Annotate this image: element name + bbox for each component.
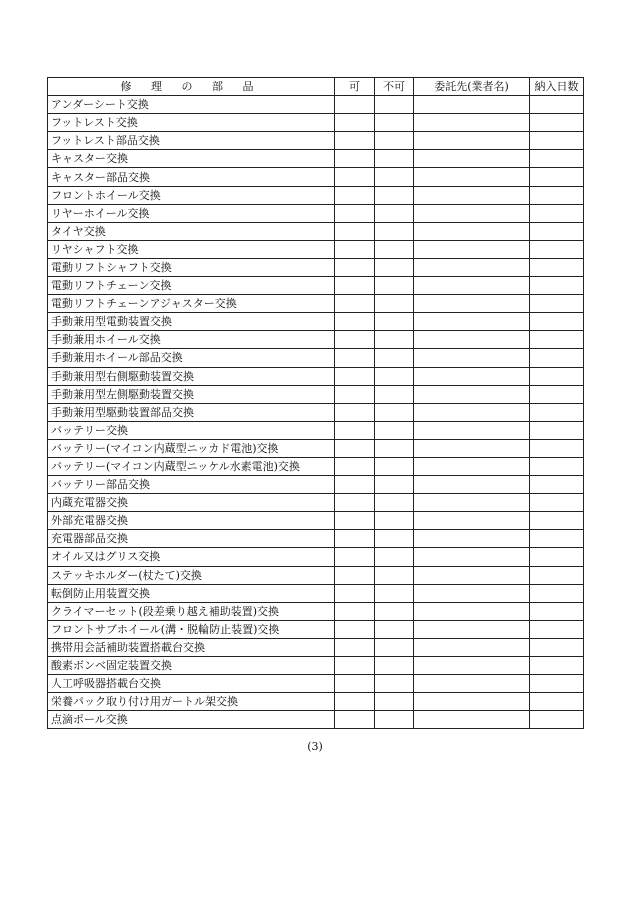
table-row [48, 457, 584, 475]
not-possible-cell[interactable] [375, 96, 414, 114]
part-name-cell: フットレスト交換 [48, 114, 335, 132]
possible-cell[interactable] [335, 584, 375, 602]
not-possible-cell[interactable] [375, 367, 414, 385]
delivery-days-cell[interactable] [530, 186, 584, 204]
possible-cell[interactable] [335, 186, 375, 204]
part-name-cell: バッテリー交換 [48, 421, 335, 439]
not-possible-cell[interactable] [375, 476, 414, 494]
not-possible-cell[interactable] [375, 295, 414, 313]
contractor-cell[interactable] [414, 421, 530, 439]
contractor-cell[interactable] [414, 349, 530, 367]
table-row [48, 439, 584, 457]
contractor-cell[interactable] [414, 512, 530, 530]
table-row [48, 150, 584, 168]
possible-cell[interactable] [335, 240, 375, 258]
table-row [48, 675, 584, 693]
not-possible-cell[interactable] [375, 114, 414, 132]
table-row [48, 512, 584, 530]
delivery-days-cell[interactable] [530, 204, 584, 222]
table-row [48, 711, 584, 729]
header-contractor: 委託先(業者名) [414, 78, 530, 96]
not-possible-cell[interactable] [375, 403, 414, 421]
possible-cell[interactable] [335, 675, 375, 693]
possible-cell[interactable] [335, 331, 375, 349]
part-name-cell: バッテリー部品交換 [48, 476, 335, 494]
delivery-days-cell[interactable] [530, 367, 584, 385]
table-row [48, 367, 584, 385]
possible-cell[interactable] [335, 295, 375, 313]
page-number: (3) [307, 740, 323, 753]
header-not-possible: 不可 [375, 78, 414, 96]
possible-cell[interactable] [335, 204, 375, 222]
delivery-days-cell[interactable] [530, 150, 584, 168]
delivery-days-cell[interactable] [530, 530, 584, 548]
delivery-days-cell[interactable] [530, 331, 584, 349]
part-name-cell: 手動兼用型左側駆動装置交換 [48, 385, 335, 403]
possible-cell[interactable] [335, 222, 375, 240]
possible-cell[interactable] [335, 385, 375, 403]
table-row [48, 96, 584, 114]
possible-cell[interactable] [335, 403, 375, 421]
possible-cell[interactable] [335, 548, 375, 566]
not-possible-cell[interactable] [375, 657, 414, 675]
table-row [48, 476, 584, 494]
part-name-cell: 栄養パック取り付け用ガートル架交換 [48, 693, 335, 711]
delivery-days-cell[interactable] [530, 222, 584, 240]
part-name-cell: 充電器部品交換 [48, 530, 335, 548]
table-row [48, 277, 584, 295]
contractor-cell[interactable] [414, 367, 530, 385]
delivery-days-cell[interactable] [530, 494, 584, 512]
part-name-cell: 転倒防止用装置交換 [48, 584, 335, 602]
contractor-cell[interactable] [414, 168, 530, 186]
contractor-cell[interactable] [414, 711, 530, 729]
possible-cell[interactable] [335, 512, 375, 530]
header-repair-parts: 修 理 の 部 品 [48, 78, 335, 96]
not-possible-cell[interactable] [375, 132, 414, 150]
part-name-cell: 手動兼用ホイール交換 [48, 331, 335, 349]
part-name-cell: フロントサブホイール(溝・脱輪防止装置)交換 [48, 620, 335, 638]
table-row [48, 657, 584, 675]
possible-cell[interactable] [335, 168, 375, 186]
contractor-cell[interactable] [414, 313, 530, 331]
table-row [48, 530, 584, 548]
delivery-days-cell[interactable] [530, 277, 584, 295]
table-row [48, 186, 584, 204]
table-row [48, 313, 584, 331]
not-possible-cell[interactable] [375, 439, 414, 457]
contractor-cell[interactable] [414, 584, 530, 602]
part-name-cell: オイル又はグリス交換 [48, 548, 335, 566]
part-name-cell: アンダーシート交換 [48, 96, 335, 114]
table-row [48, 132, 584, 150]
contractor-cell[interactable] [414, 222, 530, 240]
delivery-days-cell[interactable] [530, 548, 584, 566]
table-row [48, 204, 584, 222]
delivery-days-cell[interactable] [530, 675, 584, 693]
contractor-cell[interactable] [414, 620, 530, 638]
delivery-days-cell[interactable] [530, 657, 584, 675]
delivery-days-cell[interactable] [530, 439, 584, 457]
table-row [48, 168, 584, 186]
contractor-cell[interactable] [414, 602, 530, 620]
not-possible-cell[interactable] [375, 240, 414, 258]
delivery-days-cell[interactable] [530, 620, 584, 638]
contractor-cell[interactable] [414, 566, 530, 584]
delivery-days-cell[interactable] [530, 421, 584, 439]
part-name-cell: ステッキホルダー(杖たて)交換 [48, 566, 335, 584]
delivery-days-cell[interactable] [530, 584, 584, 602]
contractor-cell[interactable] [414, 277, 530, 295]
part-name-cell: リヤーホイール交換 [48, 204, 335, 222]
possible-cell[interactable] [335, 693, 375, 711]
possible-cell[interactable] [335, 114, 375, 132]
not-possible-cell[interactable] [375, 602, 414, 620]
contractor-cell[interactable] [414, 675, 530, 693]
header-delivery-days: 納入日数 [530, 78, 584, 96]
contractor-cell[interactable] [414, 385, 530, 403]
table-row [48, 258, 584, 276]
table-row [48, 295, 584, 313]
contractor-cell[interactable] [414, 132, 530, 150]
possible-cell[interactable] [335, 530, 375, 548]
delivery-days-cell[interactable] [530, 168, 584, 186]
delivery-days-cell[interactable] [530, 512, 584, 530]
not-possible-cell[interactable] [375, 277, 414, 295]
part-name-cell: 外部充電器交換 [48, 512, 335, 530]
delivery-days-cell[interactable] [530, 385, 584, 403]
table-row [48, 222, 584, 240]
contractor-cell[interactable] [414, 295, 530, 313]
contractor-cell[interactable] [414, 439, 530, 457]
delivery-days-cell[interactable] [530, 711, 584, 729]
not-possible-cell[interactable] [375, 675, 414, 693]
contractor-cell[interactable] [414, 96, 530, 114]
part-name-cell: フットレスト部品交換 [48, 132, 335, 150]
delivery-days-cell[interactable] [530, 403, 584, 421]
contractor-cell[interactable] [414, 693, 530, 711]
part-name-cell: 電動リフトチェーンアジャスター交換 [48, 295, 335, 313]
delivery-days-cell[interactable] [530, 132, 584, 150]
part-name-cell: 電動リフトチェーン交換 [48, 277, 335, 295]
table-row [48, 566, 584, 584]
not-possible-cell[interactable] [375, 258, 414, 276]
part-name-cell: 内蔵充電器交換 [48, 494, 335, 512]
table-row [48, 602, 584, 620]
not-possible-cell[interactable] [375, 222, 414, 240]
not-possible-cell[interactable] [375, 186, 414, 204]
possible-cell[interactable] [335, 258, 375, 276]
table-row [48, 349, 584, 367]
possible-cell[interactable] [335, 711, 375, 729]
part-name-cell: 携帯用会話補助装置搭載台交換 [48, 638, 335, 656]
delivery-days-cell[interactable] [530, 240, 584, 258]
part-name-cell: バッテリー(マイコン内蔵型ニッカド電池)交換 [48, 439, 335, 457]
delivery-days-cell[interactable] [530, 566, 584, 584]
part-name-cell: フロントホイール交換 [48, 186, 335, 204]
delivery-days-cell[interactable] [530, 349, 584, 367]
table-row [48, 693, 584, 711]
contractor-cell[interactable] [414, 457, 530, 475]
part-name-cell: タイヤ交換 [48, 222, 335, 240]
part-name-cell: 手動兼用型右側駆動装置交換 [48, 367, 335, 385]
part-name-cell: 点滴ポール交換 [48, 711, 335, 729]
not-possible-cell[interactable] [375, 494, 414, 512]
delivery-days-cell[interactable] [530, 96, 584, 114]
possible-cell[interactable] [335, 367, 375, 385]
not-possible-cell[interactable] [375, 457, 414, 475]
not-possible-cell[interactable] [375, 693, 414, 711]
not-possible-cell[interactable] [375, 168, 414, 186]
table-row [48, 421, 584, 439]
contractor-cell[interactable] [414, 114, 530, 132]
part-name-cell: リヤシャフト交換 [48, 240, 335, 258]
part-name-cell: 手動兼用型駆動装置部品交換 [48, 403, 335, 421]
delivery-days-cell[interactable] [530, 258, 584, 276]
possible-cell[interactable] [335, 494, 375, 512]
part-name-cell: 酸素ボンベ固定装置交換 [48, 657, 335, 675]
possible-cell[interactable] [335, 313, 375, 331]
contractor-cell[interactable] [414, 494, 530, 512]
possible-cell[interactable] [335, 439, 375, 457]
part-name-cell: 人工呼吸器搭載台交換 [48, 675, 335, 693]
contractor-cell[interactable] [414, 258, 530, 276]
possible-cell[interactable] [335, 476, 375, 494]
delivery-days-cell[interactable] [530, 457, 584, 475]
contractor-cell[interactable] [414, 403, 530, 421]
delivery-days-cell[interactable] [530, 693, 584, 711]
table-row [48, 331, 584, 349]
table-row [48, 548, 584, 566]
table-row [48, 638, 584, 656]
not-possible-cell[interactable] [375, 331, 414, 349]
possible-cell[interactable] [335, 657, 375, 675]
contractor-cell[interactable] [414, 638, 530, 656]
delivery-days-cell[interactable] [530, 295, 584, 313]
delivery-days-cell[interactable] [530, 313, 584, 331]
table-row [48, 240, 584, 258]
not-possible-cell[interactable] [375, 548, 414, 566]
not-possible-cell[interactable] [375, 349, 414, 367]
delivery-days-cell[interactable] [530, 114, 584, 132]
not-possible-cell[interactable] [375, 530, 414, 548]
not-possible-cell[interactable] [375, 313, 414, 331]
table-row [48, 403, 584, 421]
delivery-days-cell[interactable] [530, 638, 584, 656]
not-possible-cell[interactable] [375, 620, 414, 638]
contractor-cell[interactable] [414, 657, 530, 675]
possible-cell[interactable] [335, 150, 375, 168]
part-name-cell: キャスター交換 [48, 150, 335, 168]
possible-cell[interactable] [335, 277, 375, 295]
contractor-cell[interactable] [414, 150, 530, 168]
not-possible-cell[interactable] [375, 385, 414, 403]
contractor-cell[interactable] [414, 240, 530, 258]
delivery-days-cell[interactable] [530, 476, 584, 494]
part-name-cell: キャスター部品交換 [48, 168, 335, 186]
delivery-days-cell[interactable] [530, 602, 584, 620]
table-row [48, 114, 584, 132]
possible-cell[interactable] [335, 620, 375, 638]
contractor-cell[interactable] [414, 331, 530, 349]
part-name-cell: 電動リフトシャフト交換 [48, 258, 335, 276]
header-row [48, 78, 584, 96]
not-possible-cell[interactable] [375, 638, 414, 656]
not-possible-cell[interactable] [375, 566, 414, 584]
not-possible-cell[interactable] [375, 512, 414, 530]
table-body [48, 96, 584, 729]
part-name-cell: 手動兼用型電動装置交換 [48, 313, 335, 331]
header-possible: 可 [335, 78, 375, 96]
contractor-cell[interactable] [414, 204, 530, 222]
part-name-cell: バッテリー(マイコン内蔵型ニッケル水素電池)交換 [48, 457, 335, 475]
table-row [48, 584, 584, 602]
possible-cell[interactable] [335, 132, 375, 150]
table-row [48, 494, 584, 512]
not-possible-cell[interactable] [375, 711, 414, 729]
part-name-cell: クライマーセット(段差乗り越え補助装置)交換 [48, 602, 335, 620]
possible-cell[interactable] [335, 96, 375, 114]
possible-cell[interactable] [335, 421, 375, 439]
contractor-cell[interactable] [414, 530, 530, 548]
contractor-cell[interactable] [414, 186, 530, 204]
not-possible-cell[interactable] [375, 204, 414, 222]
possible-cell[interactable] [335, 566, 375, 584]
not-possible-cell[interactable] [375, 150, 414, 168]
possible-cell[interactable] [335, 349, 375, 367]
table-row [48, 385, 584, 403]
part-name-cell: 手動兼用ホイール部品交換 [48, 349, 335, 367]
not-possible-cell[interactable] [375, 421, 414, 439]
repair-parts-table [47, 77, 584, 729]
possible-cell[interactable] [335, 457, 375, 475]
contractor-cell[interactable] [414, 476, 530, 494]
not-possible-cell[interactable] [375, 584, 414, 602]
possible-cell[interactable] [335, 638, 375, 656]
table-row [48, 620, 584, 638]
possible-cell[interactable] [335, 602, 375, 620]
contractor-cell[interactable] [414, 548, 530, 566]
